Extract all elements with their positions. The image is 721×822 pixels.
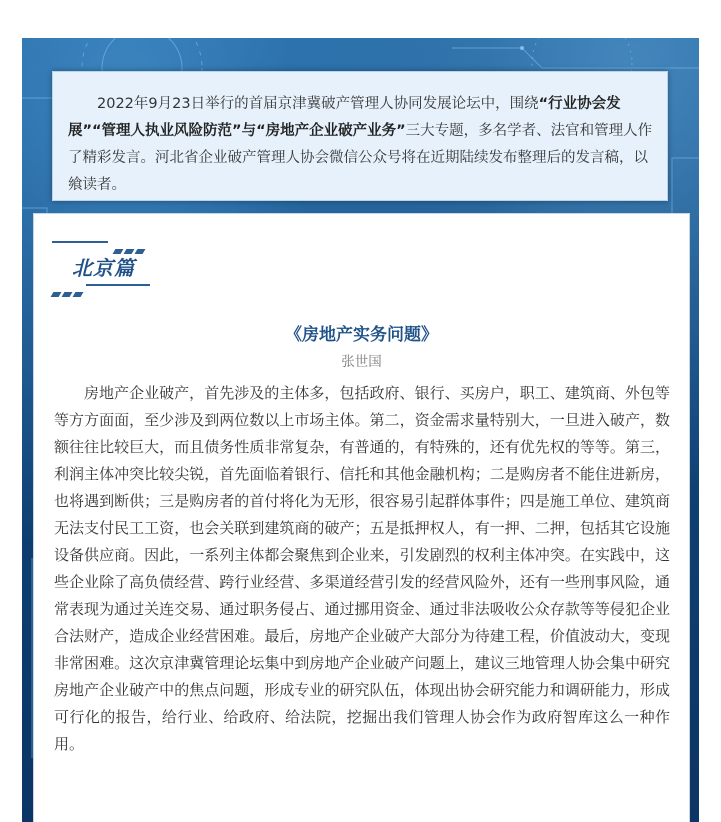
banner-frame [22,38,699,822]
intro-joiner: 与 [241,123,257,139]
intro-topic-3: “房地产企业破产业务” [256,123,406,139]
section-label: 北京篇 [72,256,135,280]
intro-topic-2: “管理人执业风险防范” [92,123,242,139]
intro-text-part2: 三大专题，多名学者、法官和管理人作了精彩发言。河北省企业破产管理人协会微信公众号将在近期陆续发布整理后的发言稿，以飨读者。 [68,123,653,193]
intro-paragraph [68,91,653,199]
heading-divider-top [52,241,108,243]
intro-topic-1: “行业协会发展” [68,96,621,139]
article-body: 房地产企业破产，首先涉及的主体多，包括政府、银行、买房户，职工、建筑商、外包等等方方面面，至少涉及到两位数以上市场主体。第二，资金需求量特别大，一旦进入破产，数额往往比较巨大，而且债务性质非常复杂，有普通的，有特殊的，还有优先权的等等。第三，利润主体冲突比较尖锐，首先面临着银行、信托和其他金融机构；二是购房者不能住进新房，也将遇到断供；三是购房者的首付将化为无形，很容易引起群体事件；四是施工单位、建筑商无法支付民工工资，也会关联到建筑商的破产；五是抵押权人，有一押、二押，包括其它设施设备供应商。因此，一系列主体都会聚焦到企业来，引发剧烈的权利主体冲突。在实践中，这些企业除了高负债经营、跨行业经营、多渠道经营引发的经营风险外，还有一些刑事风险，通常表现为通过关连交易、通过职务侵占、通过挪用资金、通过非法吸收公众存款等等侵犯企业合法财产，造成企业经营困难。最后，房地产企业破产大部分为待建工程，价值波动大，变现非常困难。这次京津冀管理论坛集中到房地产企业破产问题上，建议三地管理人协会集中研究房地产企业破产中的焦点问题，形成专业的研究队伍，体现出协会研究能力和调研能力，形成可行化的报告，给行业、给政府、给法院，挖掘出我们管理人协会作为政府智库这么一种作用。 [54,384,670,753]
heading-divider-bottom [86,284,150,286]
article-title: 《房地产实务问题》 [285,325,438,345]
article-card [33,213,690,822]
article-author: 张世国 [341,354,382,370]
section-heading [52,238,162,290]
heading-stripes-bottom [52,282,85,301]
intro-box [52,71,668,201]
intro-text-part1: 2022年9月23日举行的首届京津冀破产管理人协同发展论坛中，围绕 [97,96,539,112]
